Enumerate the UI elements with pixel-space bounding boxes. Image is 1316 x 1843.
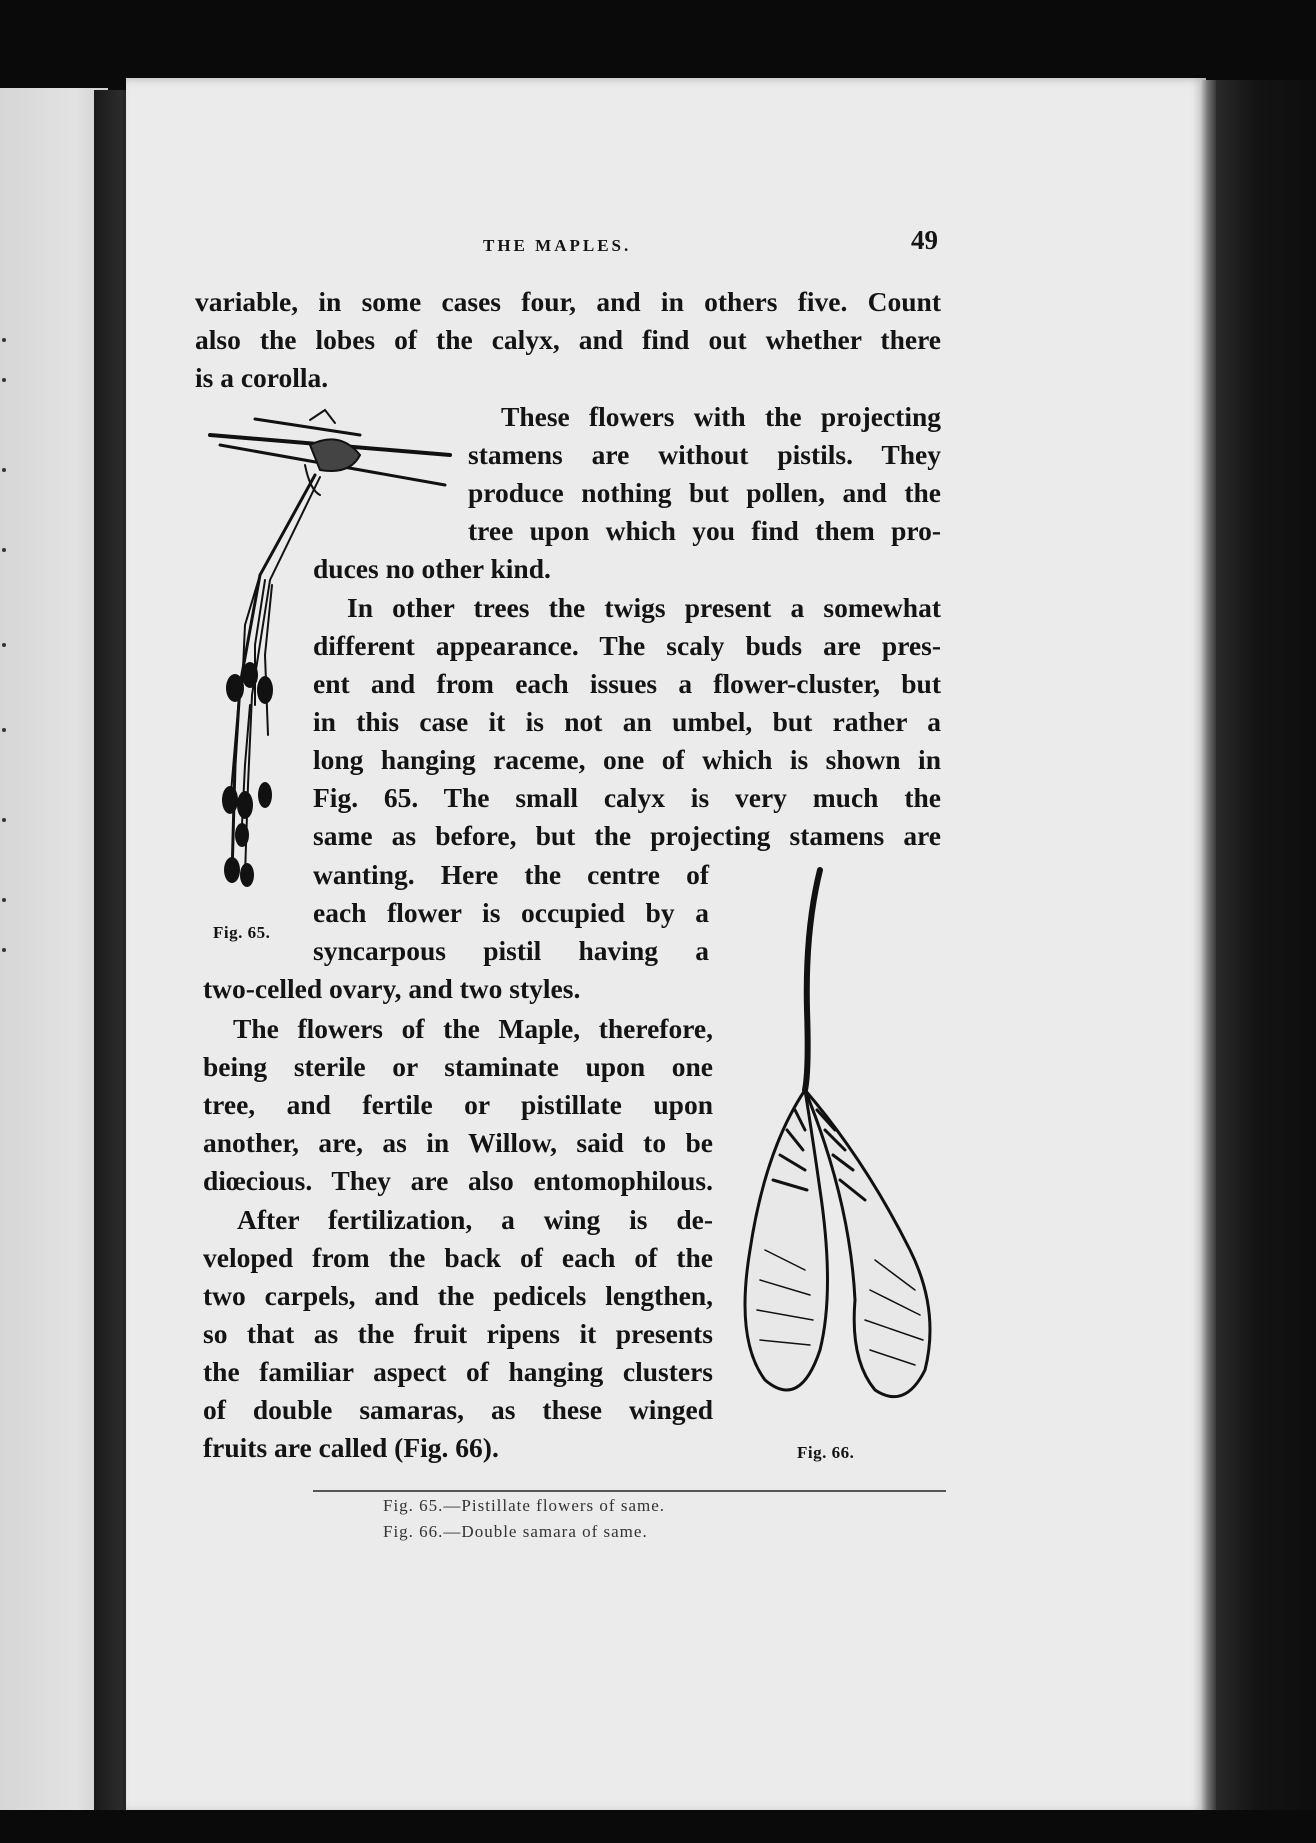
body-line: of double samaras, as these winged	[203, 1394, 713, 1425]
fig65-illustration	[210, 405, 460, 905]
body-line: stamens are without pistils. They	[468, 439, 941, 470]
body-line: diœcious. They are also entomophilous.	[203, 1165, 713, 1196]
body-line: In other trees the twigs present a somewhat	[347, 592, 941, 623]
body-line: each flower is occupied by a	[313, 897, 709, 928]
caption-rule	[313, 1490, 946, 1492]
body-line: two-celled ovary, and two styles.	[203, 973, 581, 1004]
body-line: veloped from the back of each of the	[203, 1242, 713, 1273]
body-line: the familiar aspect of hanging clusters	[203, 1356, 713, 1387]
running-head: THE MAPLES.	[483, 236, 632, 255]
body-line: two carpels, and the pedicels lengthen,	[203, 1280, 713, 1311]
body-line: long hanging raceme, one of which is shown in	[313, 744, 941, 775]
body-line: After fertilization, a wing is de-	[237, 1204, 713, 1235]
body-line: fruits are called (Fig. 66).	[203, 1432, 499, 1463]
body-line: syncarpous pistil having a	[313, 935, 709, 966]
body-line: is a corolla.	[195, 362, 329, 393]
body-line: same as before, but the projecting stamens are	[313, 820, 941, 851]
page-number: 49	[911, 225, 938, 255]
previous-page-edge	[0, 88, 108, 1813]
body-line: Fig. 65. The small calyx is very much the	[313, 782, 941, 813]
body-line: variable, in some cases four, and in others five. Count	[195, 286, 941, 317]
caption-fig66: Fig. 66.—Double samara of same.	[383, 1522, 648, 1541]
body-line: duces no other kind.	[313, 553, 551, 584]
body-line: also the lobes of the calyx, and find out whether there	[195, 324, 941, 355]
body-line: ent and from each issues a flower-cluster, but	[313, 668, 941, 699]
body-line: in this case it is not an umbel, but rather a	[313, 706, 941, 737]
body-line: tree upon which you find them pro-	[468, 515, 941, 546]
body-line: so that as the fruit ripens it presents	[203, 1318, 713, 1349]
body-line: being sterile or staminate upon one	[203, 1051, 713, 1082]
scan-background-right	[1216, 80, 1316, 1843]
body-line: another, are, as in Willow, said to be	[203, 1127, 713, 1158]
scan-background-bottom	[0, 1810, 1316, 1843]
body-line: tree, and fertile or pistillate upon	[203, 1089, 713, 1120]
caption-fig65: Fig. 65.—Pistillate flowers of same.	[383, 1496, 666, 1515]
body-line: different appearance. The scaly buds are pres-	[313, 630, 941, 661]
body-line: The flowers of the Maple, therefore,	[233, 1013, 713, 1044]
fig66-illustration	[725, 870, 950, 1430]
body-line: produce nothing but pollen, and the	[468, 477, 941, 508]
body-line: wanting. Here the centre of	[313, 859, 709, 890]
fig65-label: Fig. 65.	[213, 923, 271, 942]
fig66-label: Fig. 66.	[797, 1443, 855, 1462]
body-line: These flowers with the projecting	[501, 401, 941, 432]
